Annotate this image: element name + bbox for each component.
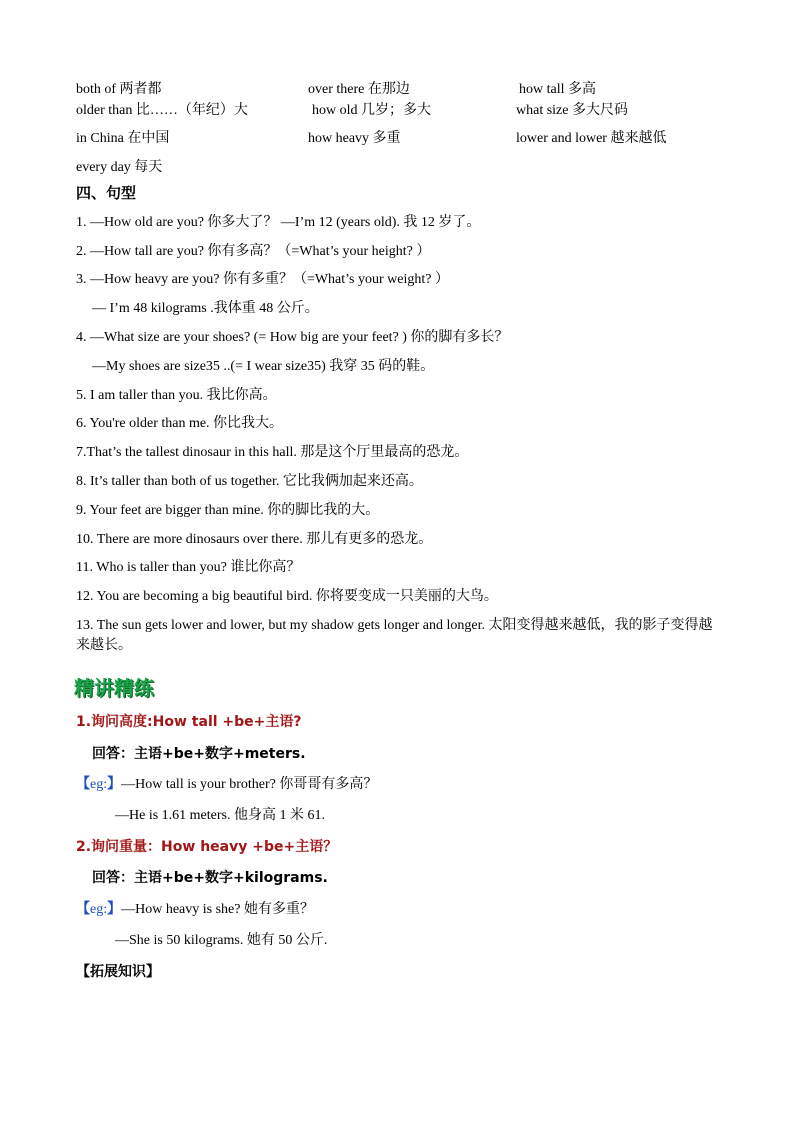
sentence: 4. —What size are your shoes? (= How big are your feet? ) 你的脚有多长？: [76, 330, 509, 345]
eg-label: eg:: [90, 902, 108, 917]
section-heading: 四、句型: [76, 184, 137, 202]
sentence: 2. —How tall are you? 你有多高？（=What’s your height? ）: [76, 244, 431, 259]
point-2-title: 2.询问重量：How heavy +be+主语？: [76, 839, 338, 855]
eg-bracket-close: 】: [107, 777, 122, 792]
sentence: 1. —How old are you? 你多大了？ —I’m 12 (years old). 我 12 岁了。: [76, 215, 481, 230]
sentence: —My shoes are size35 ..(= I wear size35) 我穿 35 码的鞋。: [92, 359, 435, 374]
vocab-item: how heavy 多重: [308, 131, 401, 146]
point-2-example: [76, 900, 314, 920]
sentence: 6. You're older than me. 你比我大。: [76, 416, 284, 431]
vocab-item: in China 在中国: [76, 131, 170, 146]
point-1-title: 1.询问高度:How tall +be+主语?: [76, 714, 302, 730]
vocab-item: every day 每天: [76, 160, 163, 175]
example-answer: —She is 50 kilograms. 她有 50 公斤.: [115, 933, 328, 948]
point-1-example: [76, 775, 377, 795]
vocab-item: both of 两者都: [76, 82, 162, 97]
sentence: 8. It’s taller than both of us together. 它比我俩加起来还高。: [76, 474, 423, 489]
vocab-item: how old 几岁；多大: [312, 103, 431, 118]
eg-bracket-open: 【: [76, 777, 90, 792]
point-2-answer: 回答：主语+be+数字+kilograms.: [92, 870, 328, 886]
vocab-item: older than 比……（年纪）大: [76, 103, 248, 118]
sentence: 7.That’s the tallest dinosaur in this hall. 那是这个厅里最高的恐龙。: [76, 445, 469, 460]
example-answer: —He is 1.61 meters. 他身高 1 米 61.: [115, 808, 325, 823]
eg-label: eg:: [90, 777, 108, 792]
point-1-answer: 回答：主语+be+数字+meters.: [92, 746, 306, 762]
sentence: 9. Your feet are bigger than mine. 你的脚比我的大。: [76, 503, 380, 518]
sentence: — I’m 48 kilograms .我体重 48 公斤。: [92, 301, 319, 316]
example-question: —How heavy is she? 她有多重？: [121, 902, 314, 917]
eg-bracket-close: 】: [107, 902, 122, 917]
practice-title: 精讲精练: [74, 676, 154, 700]
vocab-item: what size 多大尺码: [516, 103, 628, 118]
eg-bracket-open: 【: [76, 902, 90, 917]
sentence: 13. The sun gets lower and lower, but my shadow gets longer and longer. 太阳变得越来越低，我的影子变得越来越长。: [76, 618, 713, 653]
sentence: 12. You are becoming a big beautiful bird. 你将要变成一只美丽的大鸟。: [76, 589, 498, 604]
sentence: 10. There are more dinosaurs over there. 那儿有更多的恐龙。: [76, 532, 433, 547]
example-question: —How tall is your brother? 你哥哥有多高？: [121, 777, 378, 792]
sentence: 5. I am taller than you. 我比你高。: [76, 388, 277, 403]
vocab-item: lower and lower 越来越低: [516, 131, 667, 146]
vocab-item: how tall 多高: [519, 82, 596, 97]
sentence: 3. —How heavy are you? 你有多重？（=What’s your weight? ）: [76, 272, 449, 287]
sentence: 11. Who is taller than you? 谁比你高？: [76, 560, 301, 575]
vocab-item: over there 在那边: [308, 82, 410, 97]
expand-knowledge-heading: 【拓展知识】: [76, 964, 160, 980]
